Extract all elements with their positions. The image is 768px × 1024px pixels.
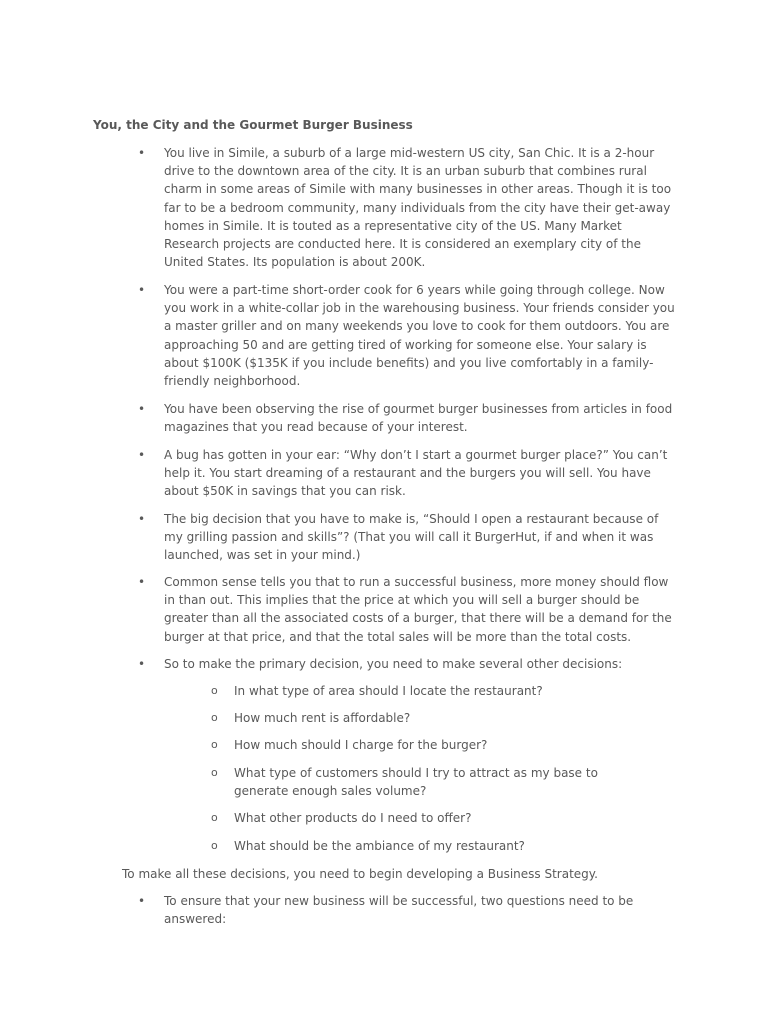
sub-bullet-text: What type of customers should I try to attract as my base to generate enough sales volume? bbox=[234, 766, 598, 799]
bullet-marker: • bbox=[138, 575, 146, 589]
bullet-text: The big decision that you have to make is, “Should I open a restaurant because of my grilling passion and skills”? (That you will call it BurgerHut, if and when it was launched, was set in your mind.) bbox=[164, 512, 659, 563]
sub-bullet-text: How much rent is affordable? bbox=[234, 711, 411, 725]
sub-bullet-marker: o bbox=[211, 839, 218, 852]
strategy-paragraph: To make all these decisions, you need to begin developing a Business Strategy. bbox=[122, 867, 598, 881]
sub-bullet-text: How much should I charge for the burger? bbox=[234, 738, 488, 752]
bullet-marker: • bbox=[138, 448, 146, 462]
bullet-marker: • bbox=[138, 894, 146, 908]
bullet-text: To ensure that your new business will be successful, two questions need to be answered: bbox=[164, 894, 634, 927]
bullet-marker: • bbox=[138, 283, 146, 297]
bullet-text: A bug has gotten in your ear: “Why don’t I start a gourmet burger place?” You can’t help it. You start dreaming of a restaurant and the burgers you will sell. You have about $50K in savings that you can risk. bbox=[164, 448, 668, 499]
sub-bullet-marker: o bbox=[211, 684, 218, 697]
bullet-text: Common sense tells you that to run a successful business, more money should flow in than out. This implies that the price at which you will sell a burger should be greater than all the associated costs of a burger, that there will be a demand for the burger at that price, and that the total sales will be more than the total costs. bbox=[164, 575, 672, 644]
bullet-text: You have been observing the rise of gourmet burger businesses from articles in food magazines that you read because of your interest. bbox=[164, 402, 673, 435]
sub-bullet-marker: o bbox=[211, 738, 218, 751]
bullet-marker: • bbox=[138, 402, 146, 416]
sub-bullet-text: What should be the ambiance of my restaurant? bbox=[234, 839, 525, 853]
bullet-text: You were a part-time short-order cook for 6 years while going through college. Now you work in a white-collar job in the warehousing business. Your friends consider you a master griller and on many weekends you love to cook for them outdoors. You are approaching 50 and are getting tired of working for someone else. Your salary is about $100K ($135K if you include benefits) and you live comfortably in a family-friendly neighborhood. bbox=[164, 283, 675, 389]
document-title: You, the City and the Gourmet Burger Business bbox=[93, 118, 413, 132]
sub-bullet-text: In what type of area should I locate the restaurant? bbox=[234, 684, 543, 698]
sub-bullet-marker: o bbox=[211, 766, 218, 779]
bullet-text: So to make the primary decision, you need to make several other decisions: bbox=[164, 657, 623, 671]
bullet-marker: • bbox=[138, 657, 146, 671]
bullet-marker: • bbox=[138, 512, 146, 526]
bullet-marker: • bbox=[138, 146, 146, 160]
sub-bullet-marker: o bbox=[211, 711, 218, 724]
sub-bullet-text: What other products do I need to offer? bbox=[234, 811, 472, 825]
sub-bullet-marker: o bbox=[211, 811, 218, 824]
bullet-text: You live in Simile, a suburb of a large mid-western US city, San Chic. It is a 2-hour drive to the downtown area of the city. It is an urban suburb that combines rural charm in some areas of Simile with many businesses in other areas. Though it is too far to be a bedroom community, many individuals from the city have their get-away homes in Simile. It is touted as a representative city of the US. Many Market Research projects are conducted here. It is considered an exemplary city of the United States. Its population is about 200K. bbox=[164, 146, 672, 270]
